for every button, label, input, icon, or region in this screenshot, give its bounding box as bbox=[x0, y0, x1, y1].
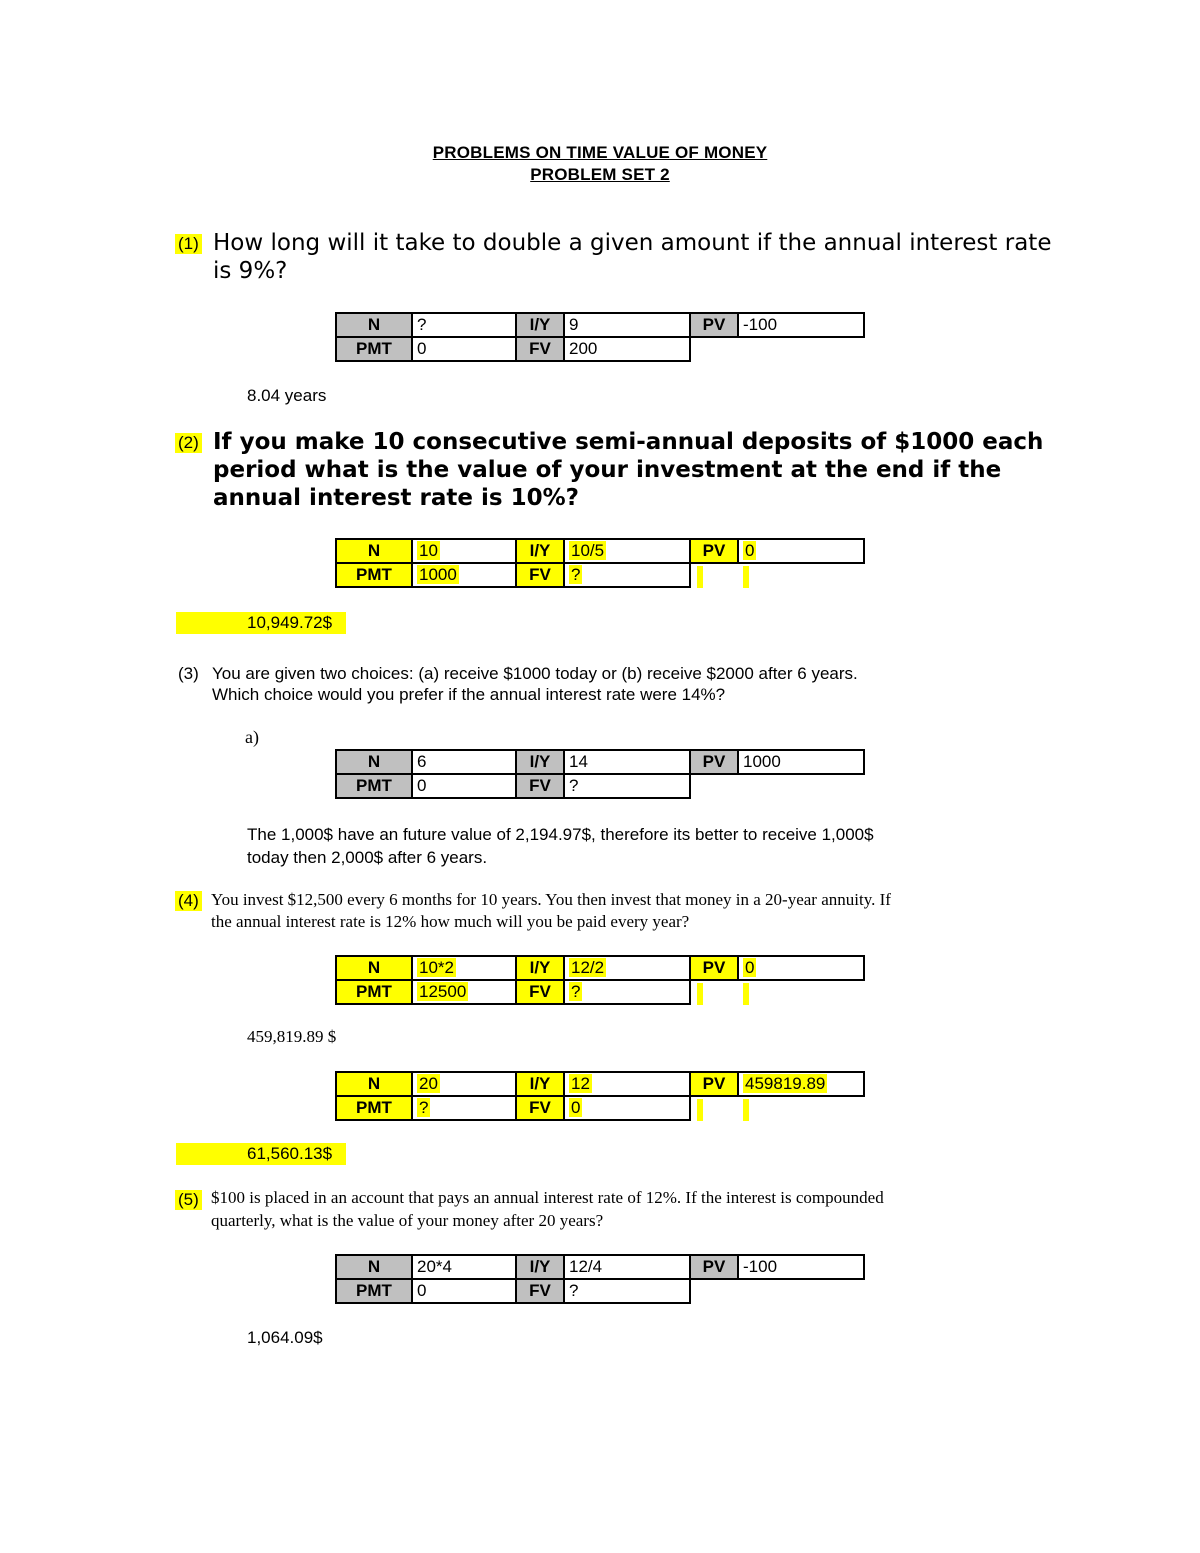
label-pmt: PMT bbox=[335, 1095, 413, 1121]
value-pmt: 0 bbox=[411, 1278, 517, 1304]
highlight-mark bbox=[697, 983, 703, 1005]
label-pv: PV bbox=[689, 1071, 739, 1097]
label-n: N bbox=[335, 955, 413, 981]
value-pv: -100 bbox=[737, 312, 865, 338]
value-fv: ? bbox=[563, 562, 691, 588]
value-iy: 9 bbox=[563, 312, 691, 338]
value-pmt: ? bbox=[411, 1095, 517, 1121]
label-pmt: PMT bbox=[335, 562, 413, 588]
label-iy: I/Y bbox=[515, 749, 565, 775]
problem-question-3-line2: Which choice would you prefer if the annual interest rate were 14%? bbox=[212, 685, 726, 704]
label-fv: FV bbox=[515, 562, 565, 588]
answer-3-line1: The 1,000$ have an future value of 2,194.97$, therefore its better to receive 1,000$ bbox=[247, 825, 874, 844]
highlight-mark bbox=[743, 1099, 749, 1121]
label-n: N bbox=[335, 1071, 413, 1097]
highlight-mark bbox=[697, 566, 703, 588]
value-iy: 12/4 bbox=[563, 1254, 691, 1280]
label-pmt: PMT bbox=[335, 979, 413, 1005]
value-fv: ? bbox=[563, 979, 691, 1005]
label-n: N bbox=[335, 749, 413, 775]
value-pv: 0 bbox=[737, 538, 865, 564]
problem-question-1: How long will it take to double a given amount if the annual interest rate is 9%? bbox=[213, 230, 1052, 284]
highlight-mark bbox=[697, 1099, 703, 1121]
answer-4a: 459,819.89 $ bbox=[247, 1027, 337, 1046]
problem-number-2: (2) bbox=[175, 433, 202, 453]
label-pv: PV bbox=[689, 1254, 739, 1280]
sub-label-a: a) bbox=[245, 727, 259, 747]
tvm-table-1 bbox=[335, 312, 865, 364]
value-n: 20 bbox=[411, 1071, 517, 1097]
label-iy: I/Y bbox=[515, 538, 565, 564]
answer-5: 1,064.09$ bbox=[247, 1328, 323, 1347]
value-iy: 10/5 bbox=[563, 538, 691, 564]
problem-question-5-line2: quarterly, what is the value of your money after 20 years? bbox=[211, 1211, 604, 1230]
answer-2: 10,949.72$ bbox=[247, 613, 333, 632]
problem-number-4: (4) bbox=[175, 891, 202, 911]
page-subtitle: PROBLEM SET 2 bbox=[530, 165, 670, 184]
value-fv: ? bbox=[563, 1278, 691, 1304]
label-n: N bbox=[335, 312, 413, 338]
value-pv: 1000 bbox=[737, 749, 865, 775]
label-pmt: PMT bbox=[335, 336, 413, 362]
value-n: 10*2 bbox=[411, 955, 517, 981]
tvm-table-4b bbox=[335, 1071, 865, 1123]
label-pmt: PMT bbox=[335, 1278, 413, 1304]
label-pmt: PMT bbox=[335, 773, 413, 799]
value-fv: 0 bbox=[563, 1095, 691, 1121]
value-pmt: 0 bbox=[411, 336, 517, 362]
label-iy: I/Y bbox=[515, 1071, 565, 1097]
value-fv: ? bbox=[563, 773, 691, 799]
label-fv: FV bbox=[515, 336, 565, 362]
problem-question-5-line1: $100 is placed in an account that pays an annual interest rate of 12%. If the interest is compounded bbox=[211, 1188, 884, 1207]
highlight-mark bbox=[743, 983, 749, 1005]
label-pv: PV bbox=[689, 955, 739, 981]
tvm-table-3 bbox=[335, 749, 865, 801]
value-iy: 12/2 bbox=[563, 955, 691, 981]
value-n: 6 bbox=[411, 749, 517, 775]
label-n: N bbox=[335, 1254, 413, 1280]
value-iy: 14 bbox=[563, 749, 691, 775]
value-n: 10 bbox=[411, 538, 517, 564]
value-pmt: 0 bbox=[411, 773, 517, 799]
label-iy: I/Y bbox=[515, 312, 565, 338]
answer-4b: 61,560.13$ bbox=[247, 1144, 333, 1163]
label-n: N bbox=[335, 538, 413, 564]
problem-question-2: If you make 10 consecutive semi-annual deposits of $1000 each period what is the value of your investment at the end if the annual interest rate is 10%? bbox=[213, 429, 1044, 511]
label-iy: I/Y bbox=[515, 955, 565, 981]
label-pv: PV bbox=[689, 312, 739, 338]
page-title: PROBLEMS ON TIME VALUE OF MONEY bbox=[432, 143, 768, 162]
answer-3-line2: today then 2,000$ after 6 years. bbox=[247, 848, 488, 867]
problem-question-4-line2: the annual interest rate is 12% how much will you be paid every year? bbox=[211, 912, 690, 931]
tvm-table-5 bbox=[335, 1254, 865, 1306]
problem-question-3-line1: You are given two choices: (a) receive $1000 today or (b) receive $2000 after 6 years. bbox=[212, 664, 858, 683]
value-pv: -100 bbox=[737, 1254, 865, 1280]
label-fv: FV bbox=[515, 1278, 565, 1304]
highlight-mark bbox=[743, 566, 749, 588]
label-fv: FV bbox=[515, 1095, 565, 1121]
value-n: 20*4 bbox=[411, 1254, 517, 1280]
value-pv: 0 bbox=[737, 955, 865, 981]
label-pv: PV bbox=[689, 749, 739, 775]
problem-number-3: (3) bbox=[178, 664, 199, 683]
problem-number-5: (5) bbox=[175, 1190, 202, 1210]
problem-question-4-line1: You invest $12,500 every 6 months for 10 years. You then invest that money in a 20-year annuity. If bbox=[211, 890, 891, 909]
label-fv: FV bbox=[515, 979, 565, 1005]
tvm-table-4a bbox=[335, 955, 865, 1007]
value-pmt: 1000 bbox=[411, 562, 517, 588]
label-fv: FV bbox=[515, 773, 565, 799]
value-n: ? bbox=[411, 312, 517, 338]
label-iy: I/Y bbox=[515, 1254, 565, 1280]
value-pmt: 12500 bbox=[411, 979, 517, 1005]
value-pv: 459819.89 bbox=[737, 1071, 865, 1097]
problem-number-1: (1) bbox=[175, 234, 202, 254]
tvm-table-2 bbox=[335, 538, 865, 590]
answer-1: 8.04 years bbox=[247, 386, 327, 405]
value-iy: 12 bbox=[563, 1071, 691, 1097]
label-pv: PV bbox=[689, 538, 739, 564]
value-fv: 200 bbox=[563, 336, 691, 362]
